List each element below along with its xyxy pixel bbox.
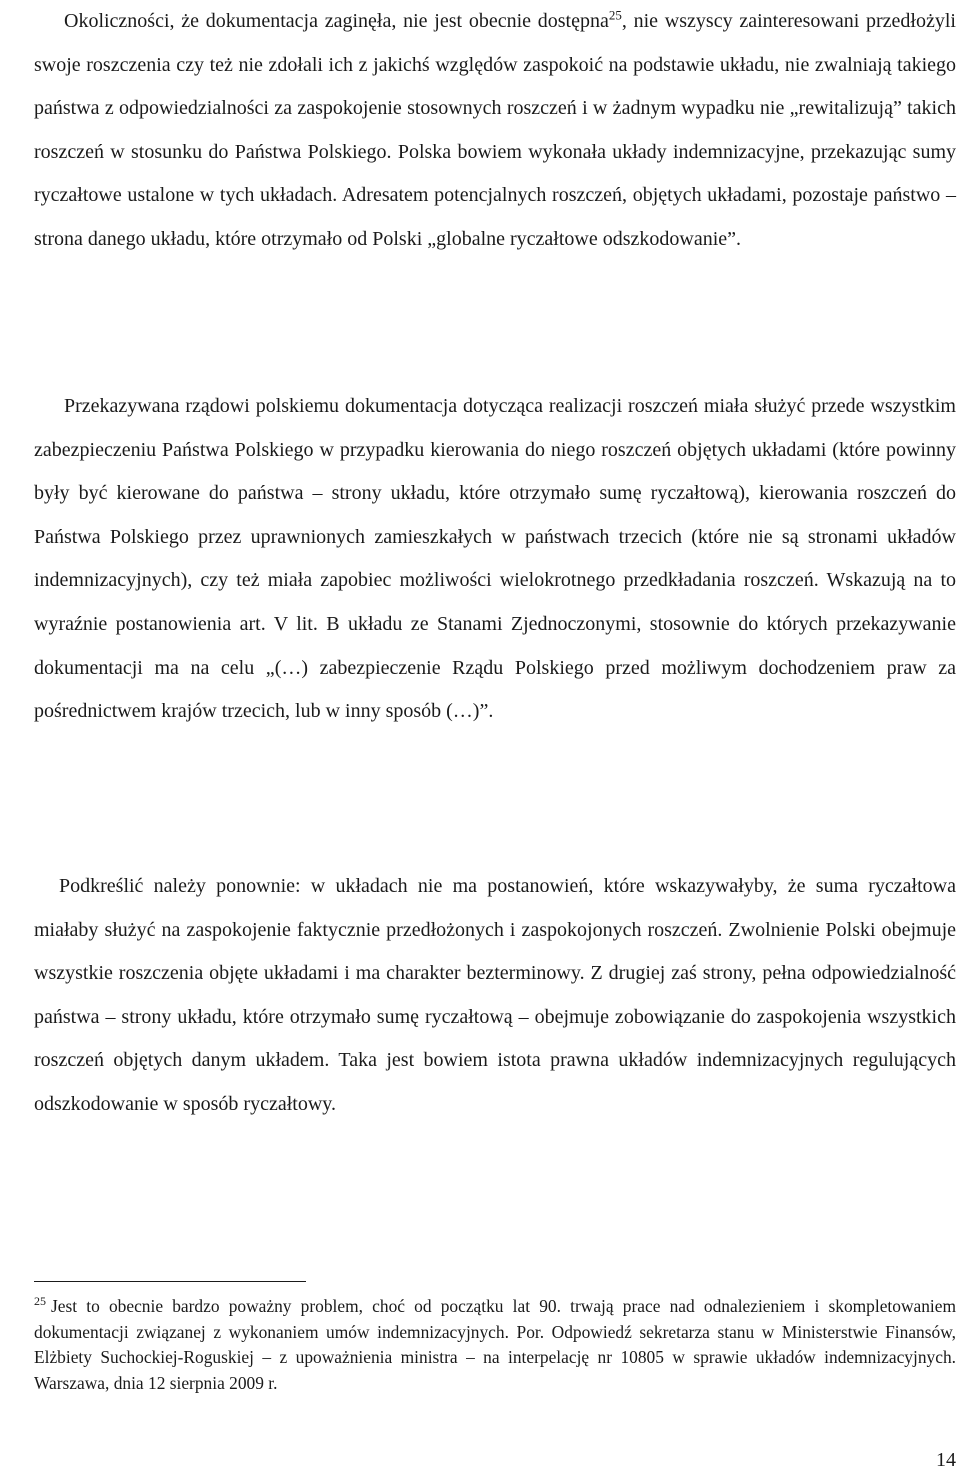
paragraph-1-text-b: , nie wszyscy zainteresowani przedłożyli swoje roszczenia czy też nie zdołali ich z jakichś względów zaspokoić na podstawie układu, nie zwalniają takiego państwa z odpowiedzialności za zaspokojenie stosownych roszczeń i w żadnym wypadku nie „rewitalizują” takich roszczeń w stosunku do Państwa Polskiego. Polska bowiem wykonała układy indemnizacyjne, przekazując sumy ryczałtowe ustalone w tych układach. Adresatem potencjalnych roszczeń, objętych układami, pozostaje państwo – strona danego układu, które otrzymało od Polski „globalne ryczałtowe odszkodowanie”. <box>34 10 956 250</box>
paragraph-1 <box>34 0 956 262</box>
footnote-number: 25 <box>34 1294 46 1309</box>
paragraph-1-text-a: Okoliczności, że dokumentacja zaginęła, nie jest obecnie dostępna <box>64 10 609 32</box>
footnote-separator <box>34 1281 306 1282</box>
page-number: 14 <box>936 1449 956 1471</box>
paragraph-2 <box>34 385 956 734</box>
paragraph-3-text: Podkreślić należy ponownie: w układach nie ma postanowień, które wskazywałyby, że suma ryczałtowa miałaby służyć na zaspokojenie faktycznie przedłożonych i zaspokojonych roszczeń. Zwolnienie Polski obejmuje wszystkie roszczenia objęte układami i ma charakter bezterminowy. Z drugiej zaś strony, pełna odpowiedzialność państwa – strony układu, które otrzymało sumę ryczałtową – obejmuje zobowiązanie do zaspokojenia wszystkich roszczeń objętych danym układem. Taka jest bowiem istota prawna układów indemnizacyjnych regulujących odszkodowanie w sposób ryczałtowy. <box>34 875 956 1115</box>
paragraph-3 <box>34 865 956 1127</box>
paragraph-2-text: Przekazywana rządowi polskiemu dokumentacja dotycząca realizacji roszczeń miała służyć przede wszystkim zabezpieczeniu Państwa Polskiego w przypadku kierowania do niego roszczeń objętych układami (które powinny były być kierowane do państwa – strony układu, które otrzymało sumę ryczałtową), kierowania roszczeń do Państwa Polskiego przez uprawnionych zamieszkałych w państwach trzecich (które nie są stronami układów indemnizacyjnych), czy też miała zapobiec możliwości wielokrotnego przedkładania roszczeń. Wskazują na to wyraźnie postanowienia art. V lit. B układu ze Stanami Zjednoczonymi, stosownie do których przekazywanie dokumentacji ma na celu „(…) zabezpieczenie Rządu Polskiego przed możliwym dochodzeniem praw za pośrednictwem krajów trzecich, lub w inny sposób (…)”. <box>34 395 956 723</box>
footnote-reference[interactable]: 25 <box>608 7 622 23</box>
footnote <box>34 1294 956 1396</box>
footnote-text: Jest to obecnie bardzo poważny problem, choć od początku lat 90. trwają prace nad odnalezieniem i skompletowaniem dokumentacji związanej z wykonaniem umów indemnizacyjnych. Por. Odpowiedź sekretarza stanu w Ministerstwie Finansów, Elżbiety Suchockiej-Roguskiej – z upoważnienia ministra – na interpelację nr 10805 w sprawie układów indemnizacyjnych. Warszawa, dnia 12 sierpnia 2009 r. <box>34 1296 956 1393</box>
